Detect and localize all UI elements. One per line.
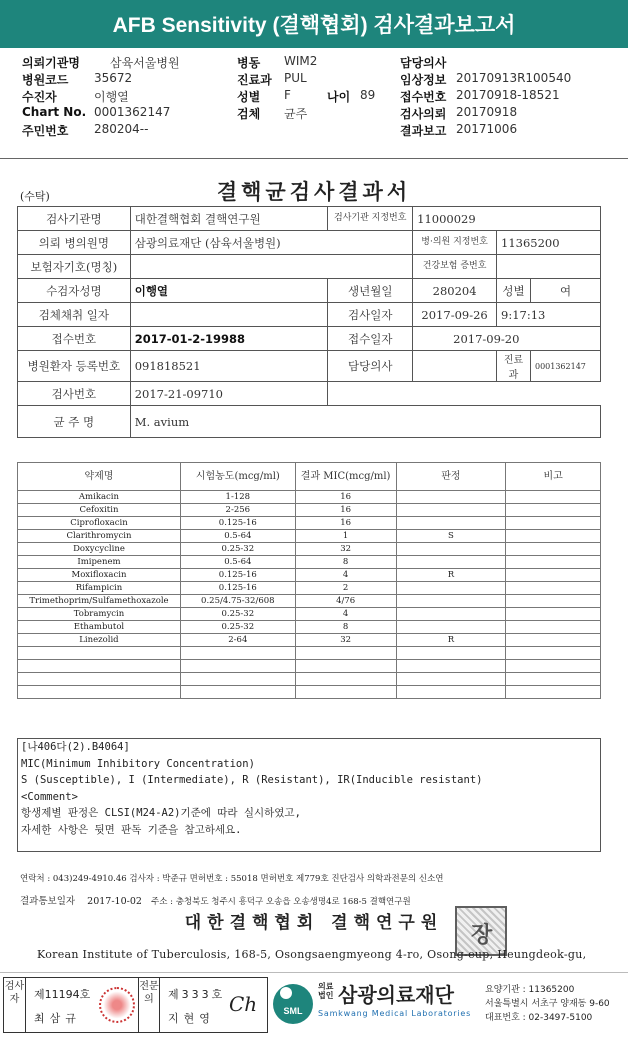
- drug-cell-conc: 0.125-16: [180, 569, 295, 582]
- strain-key: 균 주 명: [18, 406, 131, 438]
- drug-cell-judge: [396, 686, 506, 699]
- remark-header: 비고: [506, 463, 601, 491]
- drug-row: [18, 686, 601, 699]
- drug-cell-mic: 1: [295, 530, 396, 543]
- doctor-value-cell: [413, 351, 497, 382]
- drug-cell-name: Ciprofloxacin: [18, 517, 181, 530]
- drug-cell-remark: [506, 491, 601, 504]
- doctor-key: 담당의사: [328, 351, 413, 382]
- drug-cell-conc: [180, 647, 295, 660]
- drug-cell-mic: 32: [295, 634, 396, 647]
- drug-cell-judge: [396, 660, 506, 673]
- seal-char: 장: [471, 922, 493, 948]
- red-seal-icon: [99, 987, 135, 1023]
- drug-row: [18, 530, 601, 543]
- drug-cell-mic: 4/76: [295, 595, 396, 608]
- drug-cell-remark: [506, 517, 601, 530]
- notify-label: 결과통보일자: [20, 896, 76, 907]
- receipt-date-key: 접수일자: [328, 327, 413, 351]
- drug-row: [18, 621, 601, 634]
- dept-key: 진료과: [497, 351, 531, 382]
- sex-label: 성별: [237, 90, 261, 104]
- blank-cell: [328, 382, 601, 406]
- test-no-key: 검사번호: [18, 382, 131, 406]
- req-hosp-key: 의뢰 병의원명: [18, 231, 131, 255]
- drug-cell-mic: 4: [295, 569, 396, 582]
- drug-cell-mic: 8: [295, 556, 396, 569]
- code-label: 병원코드: [22, 73, 69, 87]
- hospital-label: 의뢰기관명: [22, 56, 80, 70]
- drug-row: [18, 582, 601, 595]
- drug-cell-conc: 0.25-32: [180, 621, 295, 634]
- scanned-document: [0, 166, 628, 966]
- test-date-key: 검사일자: [328, 303, 413, 327]
- insurance-no-key: 건강보험 증번호: [413, 255, 497, 279]
- ward-value: WIM2: [284, 54, 318, 68]
- patient-info-table: [17, 206, 601, 438]
- drug-row: [18, 647, 601, 660]
- drug-cell-mic: 16: [295, 504, 396, 517]
- drug-cell-name: Ethambutol: [18, 621, 181, 634]
- drug-row: [18, 491, 601, 504]
- drug-cell-judge: [396, 608, 506, 621]
- sex-value-cell: 여: [530, 279, 600, 303]
- note-mic: MIC(Minimum Inhibitory Concentration): [21, 757, 255, 770]
- drug-cell-remark: [506, 569, 601, 582]
- test-date-value: 2017-09-26: [413, 303, 497, 327]
- drug-sensitivity-table: [17, 462, 601, 699]
- drug-row: [18, 504, 601, 517]
- drug-cell-mic: [295, 647, 396, 660]
- agency-no-key: 검사기관 지정번호: [328, 207, 413, 231]
- drug-cell-conc: [180, 686, 295, 699]
- drug-cell-remark: [506, 686, 601, 699]
- reg-value: 091818521: [130, 351, 328, 382]
- ward-label: 병동: [237, 56, 261, 70]
- brand-name: 삼광의료재단: [338, 983, 454, 1007]
- drug-cell-name: Trimethoprim/Sulfamethoxazole: [18, 595, 181, 608]
- drug-cell-judge: R: [396, 634, 506, 647]
- receipt-no-value: 2017-01-2-19988: [130, 327, 328, 351]
- agency-no-value: 11000029: [413, 207, 601, 231]
- agency-key: 검사기관명: [18, 207, 131, 231]
- contact-address: 서울특별시 서초구 양재동 9-60: [485, 999, 610, 1009]
- drug-cell-name: Cefoxitin: [18, 504, 181, 517]
- mic-header: 결과 MIC(mcg/ml): [295, 463, 396, 491]
- drug-cell-conc: 0.5-64: [180, 530, 295, 543]
- header-divider: [0, 158, 628, 159]
- drug-cell-mic: 32: [295, 543, 396, 556]
- brand-small: 의료 법인: [318, 982, 334, 1000]
- judge-header: 판정: [396, 463, 506, 491]
- collect-value: [130, 303, 328, 327]
- drug-cell-conc: 0.5-64: [180, 556, 295, 569]
- drug-cell-mic: 8: [295, 621, 396, 634]
- drug-cell-mic: 16: [295, 517, 396, 530]
- inspector-license: 제11194호: [34, 988, 91, 1001]
- drug-cell-conc: [180, 660, 295, 673]
- report-label: 결과보고: [400, 124, 447, 138]
- drug-cell-remark: [506, 543, 601, 556]
- drug-row: [18, 608, 601, 621]
- drug-cell-mic: [295, 660, 396, 673]
- sml-logo-icon: [272, 981, 314, 1027]
- drug-row: [18, 556, 601, 569]
- address-text: 주소 : 충청북도 청주시 흥덕구 오송읍 오송생명4로 168-5 결핵연구원: [151, 897, 411, 907]
- drug-cell-name: Amikacin: [18, 491, 181, 504]
- drug-cell-judge: [396, 673, 506, 686]
- doctor-label: 담당의사: [400, 56, 447, 70]
- drug-cell-remark: [506, 530, 601, 543]
- hosp-no-key: 병·의원 지정번호: [413, 231, 497, 255]
- drug-cell-remark: [506, 582, 601, 595]
- sex-value: F: [284, 88, 291, 102]
- drug-cell-judge: [396, 517, 506, 530]
- request-value: 20170918: [456, 105, 518, 119]
- drug-cell-name: [18, 647, 181, 660]
- drug-cell-name: [18, 686, 181, 699]
- drug-cell-name: Moxifloxacin: [18, 569, 181, 582]
- specialist-vertical-label: 전문의: [138, 978, 160, 1032]
- test-no-value: 2017-21-09710: [130, 382, 328, 406]
- consignment-tag: (수탁): [20, 190, 50, 203]
- specialist-name: 지현영: [168, 1012, 215, 1025]
- drug-cell-judge: R: [396, 569, 506, 582]
- drug-cell-judge: [396, 647, 506, 660]
- drug-row: [18, 673, 601, 686]
- strain-value: M. avium: [130, 406, 600, 438]
- req-hosp-value: 삼광의료재단 (삼육서울병원): [130, 231, 412, 255]
- dept-label: 진료과: [237, 73, 272, 87]
- dept-value-cell: 0001362147: [530, 351, 600, 382]
- agency-value: 대한결핵협회 결핵연구원: [130, 207, 328, 231]
- drug-cell-conc: 0.125-16: [180, 582, 295, 595]
- note-legend: S (Susceptible), I (Intermediate), R (Resistant), IR(Inducible resistant): [21, 774, 483, 786]
- drug-cell-name: Tobramycin: [18, 608, 181, 621]
- patient-label: 수진자: [22, 90, 57, 104]
- lab-contact: [485, 983, 610, 1025]
- drug-cell-name: Doxycycline: [18, 543, 181, 556]
- reg-key: 병원환자 등록번호: [18, 351, 131, 382]
- request-label: 검사의뢰: [400, 107, 447, 121]
- drug-cell-judge: [396, 621, 506, 634]
- drug-cell-conc: [180, 673, 295, 686]
- report-value: 20171006: [456, 122, 518, 136]
- notify-line: [20, 893, 411, 907]
- drug-cell-mic: 2: [295, 582, 396, 595]
- drug-cell-judge: S: [396, 530, 506, 543]
- specimen-value: 균주: [284, 107, 308, 121]
- chart-label: Chart No.: [22, 105, 87, 119]
- age-value: 89: [360, 88, 376, 102]
- insured-key: 보험자기호(명칭): [18, 255, 131, 279]
- signature-mark: Ch: [229, 992, 258, 1016]
- drug-cell-conc: 0.25-32: [180, 543, 295, 556]
- code-value: 35672: [94, 71, 133, 85]
- conc-header: 시험농도(mcg/ml): [180, 463, 295, 491]
- signature-box: [3, 977, 268, 1033]
- note-comment-2: 자세한 사항은 뒷면 판독 기준을 참고하세요.: [21, 823, 242, 836]
- drug-cell-remark: [506, 621, 601, 634]
- name-key: 수검자성명: [18, 279, 131, 303]
- dept-value: PUL: [284, 71, 307, 85]
- note-comment-1: 항생제별 판정은 CLSI(M24-A2)기준에 따라 실시하였고,: [21, 807, 301, 819]
- logo-text: SML: [283, 1006, 303, 1016]
- drug-row: [18, 517, 601, 530]
- drug-cell-conc: 0.25-32: [180, 608, 295, 621]
- drug-cell-judge: [396, 543, 506, 556]
- drug-cell-name: [18, 673, 181, 686]
- drug-cell-remark: [506, 660, 601, 673]
- note-code: [나406다(2).B4064]: [21, 741, 130, 753]
- hosp-no-value: 11365200: [497, 231, 601, 255]
- specialist-license: 제333호: [168, 988, 226, 1001]
- drug-cell-conc: 0.25/4.75-32/608: [180, 595, 295, 608]
- rrn-label: 주민번호: [22, 124, 69, 138]
- drug-cell-name: Clarithromycin: [18, 530, 181, 543]
- note-comment-label: <Comment>: [21, 790, 78, 803]
- drug-cell-remark: [506, 608, 601, 621]
- chart-value: 0001362147: [94, 105, 171, 119]
- drug-cell-judge: [396, 595, 506, 608]
- receipt-label: 접수번호: [400, 90, 447, 104]
- receipt-date-value: 2017-09-20: [413, 327, 601, 351]
- lab-footer: [0, 972, 628, 1041]
- insured-value: [130, 255, 412, 279]
- drug-cell-remark: [506, 595, 601, 608]
- hospital-value: 삼육서울병원: [110, 56, 180, 70]
- age-label: 나이: [327, 90, 351, 104]
- drug-cell-remark: [506, 634, 601, 647]
- report-header: [22, 54, 622, 139]
- drug-cell-judge: [396, 556, 506, 569]
- insurance-no-value: [497, 255, 601, 279]
- drug-row: [18, 660, 601, 673]
- institute-name: 대한결핵협회 결핵연구원: [184, 913, 444, 933]
- contact-code: 요양기관 : 11365200: [485, 985, 575, 995]
- drug-cell-judge: [396, 491, 506, 504]
- drug-cell-name: Rifampicin: [18, 582, 181, 595]
- drug-cell-conc: 0.125-16: [180, 517, 295, 530]
- clinical-value: 20170913R100540: [456, 71, 572, 85]
- specimen-label: 검체: [237, 107, 261, 121]
- drug-cell-remark: [506, 673, 601, 686]
- drug-cell-conc: 2-64: [180, 634, 295, 647]
- drug-cell-name: Linezolid: [18, 634, 181, 647]
- drug-cell-name: [18, 660, 181, 673]
- drug-header: 약제명: [18, 463, 181, 491]
- drug-cell-name: Imipenem: [18, 556, 181, 569]
- receipt-key: 접수번호: [18, 327, 131, 351]
- patient-value: 이행열: [94, 90, 129, 104]
- inspector-name: 최삼규: [34, 1012, 81, 1025]
- contact-line: 연락처 : 043)249-4910.46 검사자 : 박준규 면허번호 : 55018 면허번호 제779호 진단검사 의학과전문의 신소연: [20, 874, 444, 884]
- clinical-label: 임상정보: [400, 73, 447, 87]
- comment-box: [17, 738, 601, 852]
- drug-cell-conc: 2-256: [180, 504, 295, 517]
- drug-cell-remark: [506, 504, 601, 517]
- contact-phone: 대표번호 : 02-3497-5100: [485, 1013, 593, 1023]
- birth-key: 생년월일: [328, 279, 413, 303]
- drug-cell-judge: [396, 504, 506, 517]
- drug-cell-judge: [396, 582, 506, 595]
- collect-key: 검체채취 일자: [18, 303, 131, 327]
- name-value: 이행열: [130, 279, 328, 303]
- test-time-value: 9:17:13: [497, 303, 601, 327]
- drug-cell-remark: [506, 647, 601, 660]
- drug-row: [18, 595, 601, 608]
- drug-cell-mic: [295, 686, 396, 699]
- drug-cell-mic: [295, 673, 396, 686]
- brand-english: Samkwang Medical Laboratories: [318, 1009, 472, 1018]
- receipt-value: 20170918-18521: [456, 88, 560, 102]
- sex-key: 성별: [497, 279, 531, 303]
- drug-cell-conc: 1-128: [180, 491, 295, 504]
- institute-english-address: Korean Institute of Tuberculosis, 168-5, Osongsaengmyeong 4-ro, Osong-eup, Heungdeok-gu,: [37, 948, 587, 961]
- rrn-value: 280204--: [94, 122, 149, 136]
- drug-row: [18, 569, 601, 582]
- inspector-vertical-label: 검사자: [4, 978, 26, 1032]
- drug-cell-mic: 16: [295, 491, 396, 504]
- notify-date: 2017-10-02: [87, 896, 142, 907]
- report-banner: AFB Sensitivity (결핵협회) 검사결과보고서: [0, 0, 628, 48]
- drug-row: [18, 543, 601, 556]
- drug-row: [18, 634, 601, 647]
- birth-value: 280204: [413, 279, 497, 303]
- drug-cell-mic: 4: [295, 608, 396, 621]
- document-title: 결핵균검사결과서: [216, 179, 412, 204]
- drug-cell-remark: [506, 556, 601, 569]
